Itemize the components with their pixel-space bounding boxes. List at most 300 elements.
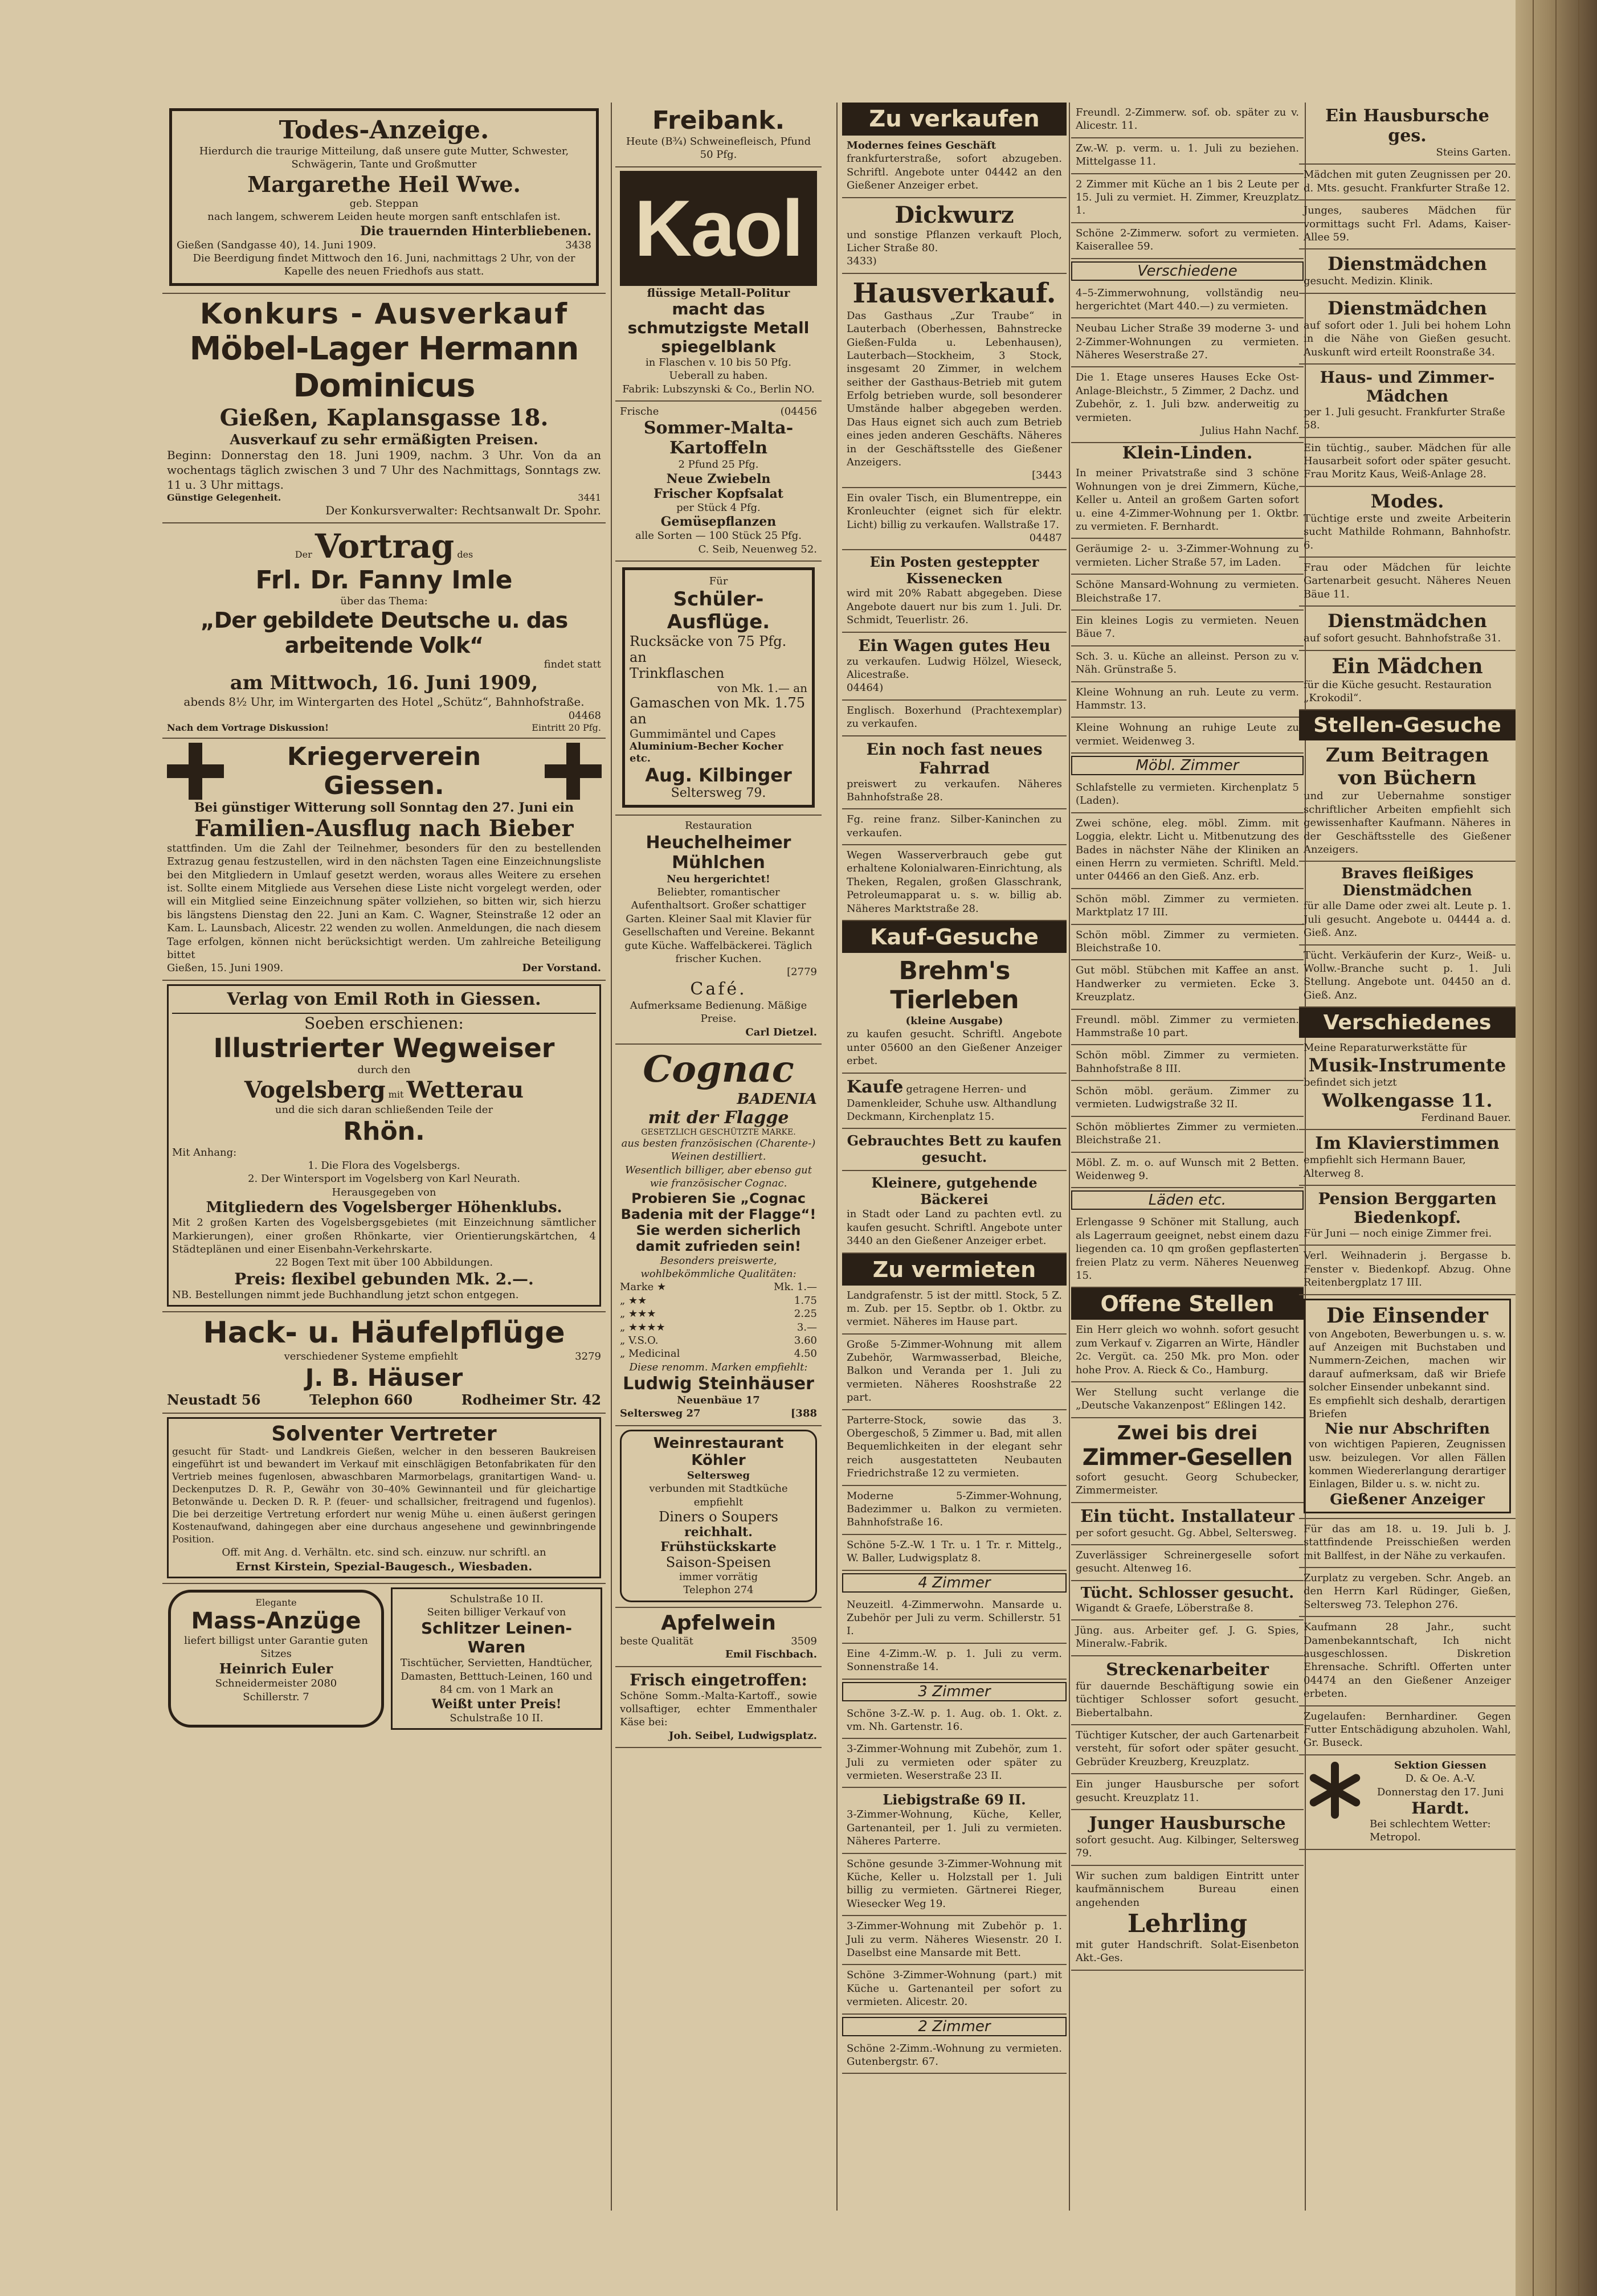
rental-listing: 3-Zimmer-Wohnung mit Zubehör p. 1. Juli zu verm. Näheres Wiesenstr. 20 I. Daselbst eine Mansarde mit Bett. bbox=[842, 1916, 1067, 1965]
classified bbox=[842, 550, 1067, 632]
verlag-nb: NB. Bestellungen nimmt jede Buchhandlung jetzt schon entgegen. bbox=[172, 1288, 519, 1301]
ad-code: (04456 bbox=[780, 405, 817, 418]
classified-sub: (kleine Ausgabe) bbox=[905, 1015, 1003, 1028]
schueler-ad bbox=[615, 562, 822, 816]
vortrag-subject: „Der gebildete Deutsche u. das arbeitende Volk“ bbox=[200, 608, 568, 658]
ad-code: [3443 bbox=[1032, 469, 1062, 482]
einsender-title: Die Einsender bbox=[1326, 1303, 1488, 1328]
apfel-title: Apfelwein bbox=[661, 1611, 776, 1635]
classified-body: befindet sich jetzt bbox=[1304, 1077, 1397, 1089]
job-body: sofort gesucht. Georg Schubecker, Zimmermeister. bbox=[1076, 1471, 1299, 1497]
vortrag-post: des bbox=[457, 549, 473, 560]
classified-body: Wegen Wasserverbrauch gebe gut erhaltene Kolonialwaren-Einrichtung, als Theken, Regalen, großen Glasschrank, Petroleumapparat u. s. w. billig ab. Näheres Marktstraße 28. bbox=[847, 849, 1062, 915]
apfel-ad bbox=[615, 1608, 822, 1667]
classified bbox=[1299, 862, 1516, 945]
sektion-ad bbox=[1299, 1755, 1516, 1850]
classified bbox=[842, 136, 1067, 198]
verlag-soeben: Soeben erschienen: bbox=[172, 1013, 596, 1033]
column-rule bbox=[836, 103, 838, 2211]
ad-code: 3438 bbox=[565, 239, 591, 251]
verlag-price: Preis: flexibel gebunden Mk. 2.—. bbox=[234, 1269, 534, 1288]
schueler-name: Aug. Kilbinger bbox=[645, 764, 792, 787]
konkurs-firm: Möbel-Lager Hermann Dominicus bbox=[189, 330, 579, 404]
classified-title: Modernes feines Geschäft bbox=[847, 140, 996, 152]
rental-listing: Schön möbl. Zimmer zu vermieten. Marktplatz 17 III. bbox=[1071, 889, 1304, 925]
rental-listing: Ein kleines Logis zu vermieten. Neuen Bäue 7. bbox=[1071, 611, 1304, 646]
cognac-brand: BADENIA bbox=[737, 1090, 817, 1108]
sektion-place: Hardt. bbox=[1411, 1798, 1469, 1818]
leinen-body: Seiten billiger Verkauf von bbox=[427, 1606, 566, 1619]
job-title: Modes. bbox=[1370, 490, 1444, 512]
job-body: mit guter Handschrift. Solat-Eisenbeton Akt.-Ges. bbox=[1076, 1938, 1299, 1965]
schueler-line: von Mk. 1.— an bbox=[717, 681, 807, 695]
konkurs-body: Beginn: Donnerstag den 18. Juni 1909, nachm. 3 Uhr. Von da an wochentags täglich zwischen 3 und 7 Uhr des Nachmittags, Sonntags zw. 11 u. 3 Uhr mittags. bbox=[167, 448, 601, 492]
job-listing: Wer Stellung sucht verlange die „Deutsche Vakanzenpost“ Eßlingen 142. bbox=[1071, 1382, 1304, 1418]
job-title: Zimmer-Gesellen bbox=[1082, 1444, 1293, 1471]
rental-listing: Freundl. 2-Zimmerw. sof. ob. später zu v. Alicestr. 11. bbox=[1071, 103, 1304, 138]
rental-listing: Zwei schöne, eleg. möbl. Zimm. mit Loggia, elektr. Licht u. Mitbenutzung des Bades in nächster Nähe der Kliniken an einen Herrn zu vermieten. Schriftl. Meld. unter 04466 an den Gieß. Anz. erb. bbox=[1071, 813, 1304, 889]
sommer-line: per Stück 4 Pfg. bbox=[676, 501, 761, 514]
classified-body: Fg. reine franz. Silber-Kaninchen zu verkaufen. bbox=[847, 813, 1062, 839]
rental-title: Liebigstraße 69 II. bbox=[883, 1791, 1026, 1808]
classified: Zugelaufen: Bernhardiner. Gegen Futter Entschädigung abzuholen. Wahl, Gr. Buseck. bbox=[1299, 1706, 1516, 1755]
rental-listing: Große 5-Zimmer-Wohnung mit allem Zubehör, Warmwasserbad, Bleiche, Balkon und Veranda per 1. Juli zu vermieten. Näheres Rooshstraße 22 part. bbox=[842, 1335, 1067, 1410]
rental-listing: Eine 4-Zimm.-W. p. 1. Juli zu verm. Sonnenstraße 14. bbox=[842, 1644, 1067, 1680]
verlag-mit: mit bbox=[388, 1089, 404, 1100]
death-title: Todes-Anzeige. bbox=[279, 116, 489, 145]
kaol-everywhere: Ueberall zu haben. bbox=[669, 370, 768, 382]
job-listing bbox=[1071, 1656, 1304, 1725]
job-body: für die Küche gesucht. Restauration „Krokodil“. bbox=[1304, 678, 1492, 704]
verlag-maps: Mit 2 großen Karten des Vogelsbergsgebietes (mit Einzeichnung sämtlicher Markierungen), einer großen Rhönkarte, vier Orientierungskärtchen, 4 Städteplänen und einer Eisenbahn-Verkehrskarte. bbox=[172, 1217, 596, 1255]
classified-body: und sonstige Pflanzen verkauft Ploch, Licher Straße 80. bbox=[847, 228, 1062, 254]
rental-title: Klein-Linden. bbox=[1122, 443, 1253, 464]
job-listing bbox=[1299, 249, 1516, 293]
schueler-line: Gummimäntel und Capes bbox=[630, 727, 776, 741]
ad-code: 3279 bbox=[575, 1350, 601, 1363]
classified-title: Dickwurz bbox=[895, 201, 1014, 228]
classified bbox=[842, 1171, 1067, 1253]
death-notice bbox=[162, 103, 606, 294]
rental-listing bbox=[842, 1788, 1067, 1853]
classified-title: Gebrauchtes Bett zu kaufen gesucht. bbox=[847, 1132, 1062, 1166]
hack-sub: verschiedener Systeme empfiehlt bbox=[284, 1350, 458, 1363]
classified-body: zu verkaufen. Ludwig Hölzel, Wieseck, Alicestraße. bbox=[847, 655, 1062, 681]
vortrag-entry: Eintritt 20 Pfg. bbox=[532, 722, 601, 733]
subsection-header: Möbl. Zimmer bbox=[1071, 756, 1304, 775]
frisch-ad bbox=[615, 1667, 822, 1749]
heuchel-cafe: Café. bbox=[690, 979, 747, 999]
vortrag-speaker: Frl. Dr. Fanny Imle bbox=[255, 565, 513, 595]
job-listing: Tüchtiger Kutscher, der auch Gartenarbeit versteht, für sofort oder später gesucht. Gebrüder Kreuzberg, Kreuzplatz. bbox=[1071, 1725, 1304, 1774]
sommer-line: C. Seib, Neuenweg 52. bbox=[698, 543, 817, 555]
rental-listing: Schön möbl. Zimmer zu vermieten. Bleichstraße 10. bbox=[1071, 925, 1304, 961]
cognac-try: Probieren Sie „Cognac Badenia mit der Flagge“! Sie werden sicherlich damit zufrieden sein! bbox=[620, 1190, 816, 1254]
job-body: sofort gesucht. Aug. Kilbinger, Seltersweg 79. bbox=[1076, 1833, 1299, 1860]
koehler-ad bbox=[615, 1426, 822, 1608]
job-listing bbox=[1071, 1810, 1304, 1866]
schueler-fuer: Für bbox=[709, 575, 728, 587]
job-listing bbox=[1071, 1866, 1304, 1971]
kaol-logo: Kaol bbox=[620, 171, 817, 286]
kaol-desc: flüssige Metall-Politur bbox=[647, 285, 790, 300]
sektion-alt: Bei schlechtem Wetter: Metropol. bbox=[1370, 1818, 1491, 1844]
mass-name: Heinrich Euler bbox=[219, 1660, 333, 1677]
heuchel-ad bbox=[615, 816, 822, 1045]
krieger-title: Kriegerverein Giessen. bbox=[287, 742, 481, 800]
solvent-ad bbox=[162, 1414, 606, 1584]
classified-title: Brehm's Tierleben bbox=[890, 956, 1019, 1015]
koehler-line: Saison-Speisen bbox=[665, 1554, 771, 1571]
einsender-body: von Angeboten, Bewerbungen u. s. w. auf Anzeigen mit Buchstaben und Nummern-Zeichen, machen wir darauf aufmerksam, daß wir Briefe solcher Einsender unbekannt sind. bbox=[1309, 1328, 1506, 1394]
koehler-line: verbunden mit Stadtküche bbox=[649, 1483, 788, 1495]
verlag-herausg: Herausgegeben von bbox=[332, 1186, 436, 1198]
vortrag-pre: Der bbox=[295, 549, 312, 560]
rental-listing: 2 Zimmer mit Küche an 1 bis 2 Leute per 15. Juli zu vermiet. H. Zimmer, Kreuzplatz 1. bbox=[1071, 174, 1304, 223]
cognac-logo: Cognac bbox=[643, 1047, 794, 1091]
kaol-line: schmutzigste Metall bbox=[627, 318, 810, 337]
sommer-ad bbox=[615, 402, 822, 562]
koehler-line: immer vorrätig bbox=[679, 1571, 758, 1583]
classified-body: frankfurterstraße, sofort abzugeben. Schriftl. Angebote unter 04442 an den Gießener Anzeiger erbet. bbox=[847, 153, 1062, 192]
job-title: Haus- und Zimmer-Mädchen bbox=[1320, 367, 1495, 406]
cognac-desc: aus besten französischen (Charente-) Weinen destilliert. bbox=[621, 1137, 816, 1163]
sommer-line: 2 Pfund 25 Pfg. bbox=[678, 459, 759, 471]
koehler-tel: Telephon 274 bbox=[683, 1584, 754, 1597]
vortrag-theme: über das Thema: bbox=[340, 595, 428, 607]
heuchel-cafe-txt: Aufmerksame Bedienung. Mäßige Preise. bbox=[630, 999, 807, 1025]
cognac-price-row: „ ★★★ 2.25 bbox=[620, 1308, 817, 1320]
classified-title: Ein noch fast neues Fahrrad bbox=[866, 739, 1043, 777]
verlag-item: 2. Der Wintersport im Vogelsberg von Karl Neurath. bbox=[248, 1173, 520, 1185]
job-listing bbox=[1071, 1418, 1304, 1503]
einsender-body: Es empfiehlt sich deshalb, derartigen Briefen bbox=[1309, 1394, 1506, 1420]
verlag-pages: 22 Bogen Text mit über 100 Abbildungen. bbox=[275, 1257, 493, 1269]
job-listing: Jüng. aus. Arbeiter gef. J. G. Spies, Mineralw.-Fabrik. bbox=[1071, 1620, 1304, 1656]
krieger-sign: Der Vorstand. bbox=[522, 962, 601, 975]
death-intro: Hierdurch die traurige Mitteilung, daß unsere gute Mutter, Schwester, Schwägerin, Tante und Großmutter bbox=[199, 145, 569, 171]
leinen-addr: Schulstraße 10 II. bbox=[450, 1593, 544, 1605]
einsender-body: von wichtigen Papieren, Zeugnissen usw. beizulegen. Vor allen Fällen kommen Wiedererlangung derartiger Einlagen, Bilder u. s. w. nicht zu. bbox=[1309, 1438, 1506, 1491]
ad-code: 3509 bbox=[791, 1635, 817, 1647]
cognac-agents: Diese renomm. Marken empfiehlt: bbox=[629, 1361, 808, 1373]
rental-listing: 3-Zimmer-Wohnung mit Zubehör, zum 1. Juli zu vermieten oder später zu vermieten. Weserstraße 23 II. bbox=[842, 1739, 1067, 1788]
freibank-line: Heute (B³⁄₄) Schweinefleisch, Pfund 50 Pfg. bbox=[626, 136, 811, 161]
job-title: Dienstmädchen bbox=[1328, 297, 1487, 319]
rental-listing: Schöne Mansard-Wohnung zu vermieten. Bleichstraße 17. bbox=[1071, 575, 1304, 611]
classified: Für das am 18. u. 19. Juli b. J. stattfindende Preisschießen werden mit Ballfest, in der Nähe zu verkaufen. bbox=[1299, 1519, 1516, 1568]
job-title: Ein Hausbursche ges. bbox=[1325, 106, 1489, 146]
sektion-title: Sektion Giessen bbox=[1394, 1759, 1486, 1771]
rental-listing: Kleine Wohnung an ruhige Leute zu vermiet. Weidenweg 3. bbox=[1071, 718, 1304, 754]
job-listing: Ein tüchtig., sauber. Mädchen für alle Hausarbeit sofort oder später gesucht. Frau Moritz Kaus, Weiß-Anlage 28. bbox=[1299, 438, 1516, 487]
mass-eleg: Elegante bbox=[255, 1597, 297, 1608]
hack-tel: Telephon 660 bbox=[309, 1391, 413, 1408]
vortrag-after: Nach dem Vortrage Diskussion! bbox=[167, 722, 329, 733]
mass-trade: Schneidermeister 2080 bbox=[215, 1677, 337, 1690]
leinen-items: Tischtücher, Servietten, Handtücher, Damasten, Betttuch-Leinen, 160 und 84 cm. von 1 Mark an bbox=[400, 1657, 593, 1696]
cognac-addr: Neuenbäue 17 bbox=[677, 1394, 760, 1407]
solvent-offer: Off. mit Ang. d. Verhältn. etc. sind sch. einzuw. nur schriftl. an bbox=[222, 1546, 546, 1559]
verlag-durch: durch den bbox=[357, 1063, 411, 1076]
classified-title: Kleinere, gutgehende Bäckerei bbox=[871, 1174, 1038, 1208]
kaol-line: macht das bbox=[672, 299, 765, 318]
sommer-title: Sommer-Malta-Kartoffeln bbox=[643, 418, 794, 459]
mass-ad bbox=[168, 1590, 384, 1728]
job-listing: Ein junger Hausbursche per sofort gesucht. Kreuzplatz 11. bbox=[1071, 1774, 1304, 1810]
job-listing: Mädchen mit guten Zeugnissen per 20. d. Mts. gesucht. Frankfurter Straße 12. bbox=[1299, 165, 1516, 200]
section-header: Verschiedenes bbox=[1299, 1008, 1516, 1038]
ad-code: 3441 bbox=[578, 492, 601, 503]
classified: Verl. Weihnaderin j. Bergasse b. Fenster v. Biedenkopf. Abzug. Ohne Reitenbergplatz 17 III. bbox=[1299, 1246, 1516, 1295]
vortrag-where: abends 8½ Uhr, im Wintergarten des Hotel „Schütz“, Bahnhofstraße. bbox=[183, 694, 585, 709]
heuchel-sub: Neu hergerichtet! bbox=[667, 873, 770, 885]
job-listing bbox=[1299, 365, 1516, 438]
classified bbox=[842, 198, 1067, 274]
cognac-price-hdr: Besonders preiswerte, wohlbekömmliche Qualitäten: bbox=[640, 1254, 797, 1280]
classified-body: Für Juni — noch einige Zimmer frei. bbox=[1304, 1227, 1492, 1240]
frisch-body: Schöne Somm.-Malta-Kartoff., sowie vollsaftiger, echter Emmenthaler Käse bei: bbox=[620, 1689, 817, 1729]
job-listing bbox=[1071, 1503, 1304, 1545]
schueler-line: Gamaschen von Mk. 1.75 an bbox=[630, 695, 805, 727]
sommer-line: Gemüsepflanzen bbox=[660, 514, 777, 530]
heuchel-owner: Carl Dietzel. bbox=[745, 1026, 817, 1038]
rental-listing: Schöne 3-Z.-W. p. 1. Aug. ob. 1. Okt. z. vm. Nh. Gartenstr. 16. bbox=[842, 1704, 1067, 1740]
verlag-wetterau: Wetterau bbox=[406, 1077, 524, 1104]
rental-listing: Neubau Licher Straße 39 moderne 3- und 2-Zimmer-Wohnungen zu vermieten. Näheres Weserstraße 27. bbox=[1071, 318, 1304, 367]
cognac-price-row: „ ★★ 1.75 bbox=[620, 1294, 817, 1307]
classified bbox=[842, 736, 1067, 810]
classified bbox=[842, 1129, 1067, 1171]
solvent-body: gesucht für Stadt- und Landkreis Gießen, welcher in den besseren Baukreisen eingeführt ist und bewandert im Verkauf mit einschlägigen Betonfabrikaten für den Vertrieb meines fugenlosen, abwaschbaren Marmorbelags, granitartigen Wand- u. Deckenputzes D. R. P., Gewähr von 30–40% Gewinnanteil und für gleichartige Betonwände u. Decken D. R. P. (feuer- und schallsicher, freitragend und fugenlos). Die bei derzeitige Vertretung erfordert nur wenig Mühe u. einen äußerst geringen Kostenaufwand, dahingegen aber eine durchaus angesehene und gewinnbringende Position. bbox=[172, 1446, 596, 1546]
krieger-ad bbox=[162, 739, 606, 981]
section-header: Stellen-Gesuche bbox=[1299, 710, 1516, 740]
column-1 bbox=[162, 103, 606, 2211]
apfel-txt: beste Qualität bbox=[620, 1635, 693, 1647]
sektion-date: Donnerstag den 17. Juni bbox=[1377, 1786, 1504, 1798]
job-listing bbox=[1299, 294, 1516, 365]
ad-code: 3433) bbox=[847, 255, 877, 268]
classified: Tücht. Verkäuferin der Kurz-, Weiß- u. Wollw.-Branche sucht p. 1. Juli Stellung. Angebote unt. 04450 an d. Gieß. Anz. bbox=[1299, 946, 1516, 1008]
classified bbox=[842, 953, 1067, 1074]
rental-listing bbox=[1071, 367, 1304, 443]
verlag-vogelsberg: Vogelsberg bbox=[244, 1077, 386, 1104]
mass-title: Mass-Anzüge bbox=[191, 1607, 361, 1634]
column-5 bbox=[1299, 103, 1516, 2211]
hack-ad bbox=[162, 1312, 606, 1413]
konkurs-line: Ausverkauf zu sehr ermäßigten Preisen. bbox=[230, 431, 538, 448]
job-body: Steins Garten. bbox=[1436, 146, 1511, 158]
hack-addr: Neustadt 56 bbox=[167, 1391, 261, 1408]
sektion-sub: D. & Oe. A.-V. bbox=[1405, 1773, 1476, 1785]
rental-listing: Schön möbliertes Zimmer zu vermieten. Bleichstraße 21. bbox=[1071, 1117, 1304, 1153]
classified-body: in Stadt oder Land zu pachten evtl. zu kaufen gesucht. Schriftl. Angebote unter 3440 an den Gießener Anzeiger erbet. bbox=[847, 1208, 1062, 1247]
classified-body: Englisch. Boxerhund (Prachtexemplar) zu verkaufen. bbox=[847, 704, 1062, 730]
cognac-flag: mit der Flagge bbox=[648, 1107, 789, 1128]
hack-title: Hack- u. Häufelpflüge bbox=[203, 1316, 565, 1350]
rental-listing: Schöne gesunde 3-Zimmer-Wohnung mit Küche, Keller u. Holzstall per 1. Juli billig zu vermieten. Gärtnerei Rieger, Wiesecker Weg 19. bbox=[842, 1854, 1067, 1917]
classified-title: Pension Berggarten Biedenkopf. bbox=[1318, 1189, 1497, 1227]
classified-body: Ein ovaler Tisch, ein Blumentreppe, ein Kronleuchter (eignet sich für elektr. Licht) billig zu verkaufen. Wallstraße 17. bbox=[847, 492, 1062, 531]
rental-listing: Schöne 2-Zimm.-Wohnung zu vermieten. Gutenbergstr. 67. bbox=[842, 2039, 1067, 2074]
rental-listing: Freundl. möbl. Zimmer zu vermieten. Hammstraße 10 part. bbox=[1071, 1010, 1304, 1046]
freibank-title: Freibank. bbox=[652, 106, 785, 135]
job-listing: Junges, sauberes Mädchen für vormittags sucht Frl. Adams, Kaiser-Allee 59. bbox=[1299, 200, 1516, 249]
vortrag-date: am Mittwoch, 16. Juni 1909, bbox=[230, 671, 538, 694]
classified-title: Wolkengasse 11. bbox=[1322, 1089, 1493, 1111]
schueler-line: Rucksäcke von 75 Pfg. an bbox=[630, 633, 787, 666]
iron-cross-icon bbox=[545, 743, 601, 800]
verlag-ad bbox=[162, 981, 606, 1312]
konkurs-good: Günstige Gelegenheit. bbox=[167, 492, 281, 503]
rental-listing: In meiner Privatstraße sind 3 schöne Wohnungen von je drei Zimmern, Küche, Keller u. Anteil an großem Garten sofort u. eine 4-Zimmer-Wohnung per 1. Oktbr. zu vermieten. F. Bernhardt. bbox=[1071, 463, 1304, 539]
classified: Zurplatz zu vergeben. Schr. Angeb. an den Herrn Karl Rüdinger, Gießen, Seltersweg 73. Telephon 276. bbox=[1299, 1568, 1516, 1617]
konkurs-admin: Der Konkursverwalter: Rechtsanwalt Dr. Spohr. bbox=[325, 503, 601, 517]
heuchel-body: Beliebter, romantischer Aufenthaltsort. Großer schattiger Garten. Kleiner Saal mit Klavier für Gesellschaften und Vereine. Bekannt gute Küche. Waffelbäckerei. Täglich frischer Kuchen. bbox=[622, 886, 815, 965]
cognac-price-row: Marke ★ Mk. 1.— bbox=[620, 1281, 817, 1294]
classified: Kaufmann 28 Jahr., sucht Damenbekanntschaft, Ich nicht ausgeschlossen. Diskretion Ehrensache. Schriftl. Offerten unter 04474 an den Gießener Anzeiger erbeten. bbox=[1299, 1617, 1516, 1706]
column-3 bbox=[842, 103, 1067, 2211]
ad-code: [388 bbox=[790, 1407, 817, 1420]
job-body: Wir suchen zum baldigen Eintritt unter kaufmännischem Bureau einen angehenden bbox=[1076, 1869, 1299, 1909]
death-body: nach langem, schwerem Leiden heute morgen sanft entschlafen ist. bbox=[207, 211, 561, 223]
verlag-rhoen: Rhön. bbox=[343, 1116, 425, 1146]
job-body: gesucht. Medizin. Klinik. bbox=[1304, 275, 1433, 288]
job-title: Ein Mädchen bbox=[1331, 654, 1483, 678]
column-rule bbox=[1069, 103, 1070, 2211]
sommer-line: Frischer Kopfsalat bbox=[653, 486, 783, 501]
schueler-addr: Seltersweg 79. bbox=[671, 786, 766, 801]
ad-code: 04464) bbox=[847, 682, 884, 694]
rental-listing: Moderne 5-Zimmer-Wohnung, Badezimmer u. Balkon zu vermieten. Bahnhofstraße 16. bbox=[842, 1486, 1067, 1535]
job-body: auf sofort oder 1. Juli bei hohem Lohn in die Nähe von Gießen gesucht. Auskunft wird erteilt Roonstraße 34. bbox=[1304, 319, 1511, 358]
job-title: Dienstmädchen bbox=[1328, 253, 1487, 275]
cognac-price-row: „ V.S.O. 3.60 bbox=[620, 1334, 817, 1347]
sommer-fresh: Frische bbox=[620, 405, 659, 418]
death-name: Margarethe Heil Wwe. bbox=[247, 171, 521, 197]
job-body: per sofort gesucht. Gg. Abbel, Seltersweg. bbox=[1076, 1526, 1297, 1539]
rental-listing: Neuzeitl. 4-Zimmerwohn. Mansarde u. Zubehör per Juli zu verm. Schillerstr. 51 I. bbox=[842, 1595, 1067, 1644]
subsection-header: Läden etc. bbox=[1071, 1190, 1304, 1210]
rental-listing: Erlengasse 9 Schöner mit Stallung, auch als Lagerraum geeignet, nebst einem dazu liegenden ca. 10 qm großen gepflasterten freien Platz zu verm. Näheres Neuenweg 15. bbox=[1071, 1212, 1304, 1288]
classified-title: Ein Posten gesteppter Kissenecken bbox=[869, 554, 1039, 587]
edelweiss-icon bbox=[1304, 1759, 1366, 1822]
section-header: Zu verkaufen bbox=[842, 103, 1067, 136]
ad-code: 04468 bbox=[568, 709, 601, 722]
classified bbox=[842, 274, 1067, 488]
solvent-firm: Ernst Kirstein, Spezial-Baugesch., Wiesbaden. bbox=[235, 1559, 533, 1573]
rental-listing: 4–5-Zimmerwohnung, vollständig neu hergerichtet (Mart 440.—) zu vermieten. bbox=[1071, 283, 1304, 319]
freibank-ad bbox=[615, 103, 822, 167]
krieger-weather: Bei günstiger Witterung soll Sonntag den 27. Juni ein bbox=[194, 800, 574, 815]
schueler-line: Trinkflaschen bbox=[630, 665, 725, 682]
verlag-anhang: Mit Anhang: bbox=[172, 1146, 237, 1159]
verlag-members: Mitgliedern des Vogelsberger Höhenklubs. bbox=[206, 1199, 562, 1217]
rental-listing: Schöne 3-Zimmer-Wohnung (part.) mit Küche u. Gartenanteil per sofort zu vermieten. Alicestr. 20. bbox=[842, 1965, 1067, 2014]
cognac-dealer: Ludwig Steinhäuser bbox=[623, 1374, 814, 1394]
vortrag-ad bbox=[162, 523, 606, 739]
job-body: Wigandt & Graefe, Löberstraße 8. bbox=[1076, 1602, 1254, 1614]
classified-body: wird mit 20% Rabatt abgegeben. Diese Angebote dauert nur bis zum 1. Juli. Dr. Schmidt, Teuerlistr. 26. bbox=[847, 587, 1062, 627]
solvent-title: Solventer Vertreter bbox=[271, 1422, 497, 1446]
job-body: Tüchtige erste und zweite Arbeiterin sucht Mathilde Rohmann, Bahnhofstr. 6. bbox=[1304, 512, 1511, 551]
koehler-title: Weinrestaurant Köhler bbox=[653, 1434, 784, 1469]
einsender-sign: Gießener Anzeiger bbox=[1330, 1491, 1485, 1508]
einsender-title: Nie nur Abschriften bbox=[1325, 1421, 1490, 1438]
rental-listing: Schön möbl. geräum. Zimmer zu vermieten. Ludwigstraße 32 II. bbox=[1071, 1081, 1304, 1117]
classified bbox=[842, 701, 1067, 736]
classified bbox=[842, 845, 1067, 921]
frisch-title: Frisch eingetroffen: bbox=[630, 1670, 807, 1689]
classified bbox=[1299, 1186, 1516, 1246]
verlag-title: Illustrierter Wegweiser bbox=[213, 1032, 555, 1063]
classified-title: Im Klavierstimmen bbox=[1315, 1133, 1500, 1154]
column-2 bbox=[615, 103, 822, 2211]
mass-addr: Schillerstr. 7 bbox=[243, 1691, 309, 1703]
classified bbox=[842, 809, 1067, 845]
rental-body: 3-Zimmer-Wohnung, Küche, Keller, Gartenanteil, per 1. Juli zu vermieten. Näheres Parterre. bbox=[847, 1808, 1062, 1848]
cognac-addr: Seltersweg 27 bbox=[620, 1407, 701, 1420]
rental-listing: Schön möbl. Zimmer zu vermieten. Bahnhofstraße 8 III. bbox=[1071, 1045, 1304, 1081]
heuchel-rest: Restauration bbox=[685, 820, 752, 832]
job-title: Ein tücht. Installateur bbox=[1080, 1506, 1294, 1526]
death-mourners: Die trauernden Hinterbliebenen. bbox=[360, 223, 591, 239]
subsection-header: 2 Zimmer bbox=[842, 2017, 1067, 2036]
krieger-place: Gießen, 15. Juni 1909. bbox=[167, 962, 284, 975]
koehler-addr: Seltersweg bbox=[687, 1469, 750, 1481]
heuchel-title: Heuchelheimer Mühlchen bbox=[646, 832, 791, 873]
section-header: Offene Stellen bbox=[1071, 1288, 1304, 1320]
job-body: auf sofort gesucht. Bahnhofstraße 31. bbox=[1304, 632, 1501, 645]
job-listing: Ein Herr gleich wo wohnh. sofort gesucht zum Verkauf v. Zigarren an Wirte, Händler 2c. Vergüt. ca. 250 Mk. pro Mon. oder hohe Prov. A. Rieck & Co., Hamburg. bbox=[1071, 1320, 1304, 1382]
rental-listing: Schlafstelle zu vermieten. Kirchenplatz 5 (Laden). bbox=[1071, 777, 1304, 813]
section-header: Zu vermieten bbox=[842, 1254, 1067, 1286]
konkurs-place: Gießen, Kaplansgasse 18. bbox=[219, 404, 549, 431]
rental-listing: Landgrafenstr. 5 ist der mittl. Stock, 5 Z. m. Zub. per 15. Septbr. ob 1. Oktbr. zu vermiet. Näheres im Hause part. bbox=[842, 1286, 1067, 1335]
job-listing bbox=[1299, 487, 1516, 558]
subsection-header: Verschiedene bbox=[1071, 261, 1304, 281]
classified-title: Ein Wagen gutes Heu bbox=[858, 636, 1051, 655]
classified bbox=[1299, 1130, 1516, 1186]
rental-listing: Sch. 3. u. Küche an alleinst. Person zu v. Näh. Grünstraße 5. bbox=[1071, 646, 1304, 682]
classified-body: und zur Uebernahme sonstiger schriftlicher Arbeiten empfiehlt sich gewissenhafter Kaufmann. Näheres in der Geschäftsstelle des Gießener Anzeigers. bbox=[1304, 790, 1511, 856]
job-title: Zwei bis drei bbox=[1117, 1421, 1258, 1444]
job-title: Streckenarbeiter bbox=[1106, 1659, 1269, 1680]
verlag-head: Verlag von Emil Roth in Giessen. bbox=[227, 989, 541, 1009]
classified-body: zu kaufen gesucht. Schriftl. Angebote unter 05600 an den Gießener Anzeiger erbet. bbox=[847, 1028, 1062, 1067]
classified-title: Zum Beitragen von Büchern bbox=[1325, 744, 1489, 790]
schueler-title: Schüler-Ausflüge. bbox=[667, 588, 770, 634]
job-body: für dauernde Beschäftigung sowie ein tüchtiger Schlosser sofort gesucht. Biebertalbahn. bbox=[1076, 1680, 1299, 1719]
rental-listing: Möbl. Z. m. o. auf Wunsch mit 2 Betten. Weidenweg 9. bbox=[1071, 1153, 1304, 1189]
verlag-und: und die sich daran schließenden Teile der bbox=[275, 1104, 493, 1116]
column-4 bbox=[1071, 103, 1304, 2211]
frisch-name: Joh. Seibel, Ludwigsplatz. bbox=[668, 1729, 817, 1742]
leinen-title: Schlitzer Leinen-Waren bbox=[420, 1619, 573, 1657]
death-place: Gießen (Sandgasse 40), 14. Juni 1909. bbox=[177, 239, 377, 251]
classified bbox=[842, 1074, 1067, 1129]
job-listing bbox=[1299, 651, 1516, 711]
mass-body: liefert billigst unter Garantie guten Sitzes bbox=[184, 1634, 368, 1660]
rental-listing: Geräumige 2- u. 3-Zimmer-Wohnung zu vermieten. Licher Straße 57, im Laden. bbox=[1071, 539, 1304, 575]
book-binding bbox=[1516, 0, 1597, 2296]
cognac-price-row: „ ★★★★ 3.— bbox=[620, 1321, 817, 1333]
classified-title: Hausverkauf. bbox=[852, 277, 1056, 309]
kaol-maker: Fabrik: Lubszynski & Co., Berlin NO. bbox=[622, 383, 815, 395]
rental-listing: Gut möbl. Stübchen mit Kaffee an anst. Handwerker zu vermieten. Ecke 3. Kreuzplatz. bbox=[1071, 960, 1304, 1009]
konkurs-ad bbox=[162, 294, 606, 523]
column-rule bbox=[611, 103, 612, 2211]
